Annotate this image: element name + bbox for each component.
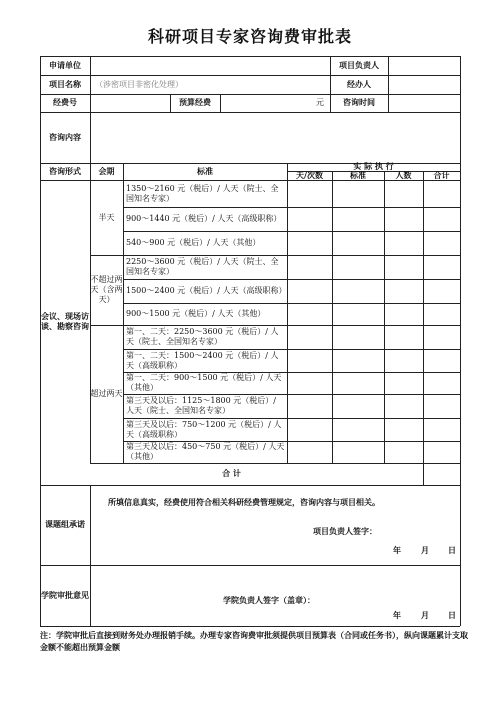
college-month: 月 — [421, 611, 429, 620]
standard-row: 第一、二天：2250～3600 元（税后）/ 人天（院士、全国知名专家） — [126, 327, 279, 346]
table-divider — [90, 485, 91, 626]
table-rule — [40, 485, 460, 486]
table-rule — [40, 94, 460, 95]
page-title: 科研项目专家咨询费审批表 — [147, 27, 352, 46]
column-actual-header: 实 际 执 行 — [353, 162, 394, 171]
commitment-day: 日 — [448, 546, 456, 555]
college-year: 年 — [393, 611, 401, 620]
project-name-label: 项目名称 — [49, 79, 81, 89]
column-actual-standard-header: 标准 — [350, 170, 366, 180]
project-leader-label: 项目负责人 — [339, 60, 379, 70]
table-divider — [332, 180, 333, 463]
standard-row: 540～900 元（税后）/ 人天（其他） — [126, 238, 261, 247]
standard-row: 第一、二天：900～1500 元（税后）/ 人天（其他） — [126, 373, 282, 392]
column-standard-header: 标准 — [197, 166, 213, 176]
table-divider — [287, 180, 288, 463]
consult-content-label: 咨询内容 — [49, 132, 81, 142]
standard-row: 第一、二天：1500～2400 元（税后）/ 人天（高级职称） — [126, 350, 279, 370]
budget-label: 预算经费 — [179, 98, 211, 107]
standard-row: 1500～2400 元（税后）/ 人天（高级职称） — [126, 286, 287, 295]
period-label: 半天 — [98, 212, 115, 222]
commitment-text: 所填信息真实，经费使用符合相关科研经费管理规定，咨询内容与项目相关。 — [108, 498, 380, 507]
project-name-value: （涉密项目非密化处理） — [95, 79, 183, 89]
college-day: 日 — [448, 611, 456, 620]
period-label: 不超过两天（含两天） — [90, 275, 123, 304]
period-label: 超过两天 — [90, 389, 123, 398]
table-divider — [90, 112, 91, 163]
column-total-header: 合计 — [433, 170, 450, 180]
table-divider — [388, 56, 389, 112]
standard-row: 第三天及以后：450～750 元（税后）/ 人天（其他） — [126, 442, 285, 461]
college-signature-label: 学院负责人签字（盖章）： — [223, 596, 315, 605]
column-period-header: 会期 — [98, 166, 115, 176]
table-divider — [220, 94, 221, 112]
handler-label: 经办人 — [347, 79, 371, 89]
table-divider — [90, 56, 91, 112]
table-divider — [423, 463, 424, 485]
applicant-unit-label: 申请单位 — [49, 60, 81, 70]
table-rule — [40, 112, 460, 113]
consult-form-value: 会议、现场访谈、勘察咨询 — [41, 311, 89, 331]
fund-no-label: 经费号 — [53, 98, 77, 107]
table-divider — [423, 180, 424, 463]
commitment-signature-label: 项目负责人签字： — [313, 527, 377, 536]
approval-form — [40, 56, 460, 626]
column-people-header: 人数 — [395, 170, 412, 180]
table-border-bottom — [40, 626, 460, 627]
standard-row: 1350～2160 元（税后）/ 人天（院士、全国知名专家） — [126, 183, 279, 203]
commitment-month: 月 — [421, 546, 429, 555]
table-divider — [384, 180, 385, 463]
currency-unit: 元 — [316, 98, 324, 107]
column-times-header: 天/次数 — [296, 170, 323, 180]
consult-time-label: 咨询时间 — [343, 98, 375, 107]
standard-row: 900～1440 元（税后）/ 人天（高级职称） — [126, 214, 282, 223]
standard-row: 2250～3600 元（税后）/ 人天（院士、全国知名专家） — [126, 257, 279, 276]
table-divider — [123, 180, 124, 463]
total-label: 合 计 — [222, 469, 241, 478]
table-border-right — [460, 56, 461, 626]
standard-row: 900～1500 元（税后）/ 人天（其他） — [126, 309, 266, 318]
table-border-top — [40, 56, 460, 57]
table-rule — [40, 565, 460, 566]
column-form-header: 咨询形式 — [49, 166, 81, 176]
commitment-year: 年 — [393, 546, 401, 555]
standard-row: 第三天及以后：1125～1800 元（税后）/ 人天（院士、全国知名专家） — [126, 396, 276, 415]
standard-row: 第三天及以后：750～1200 元（税后）/ 人天（高级职称） — [126, 419, 282, 439]
college-approval-label: 学院审批意见 — [41, 590, 89, 600]
footnote: 注：学院审批后直接到财务处办理报销手续。办理专家咨询费审批须提供项目预算表（合同或任务书），纵向课题累计支取金额不能超出预算金额 — [40, 631, 468, 652]
commitment-label: 课题组承诺 — [45, 520, 85, 529]
